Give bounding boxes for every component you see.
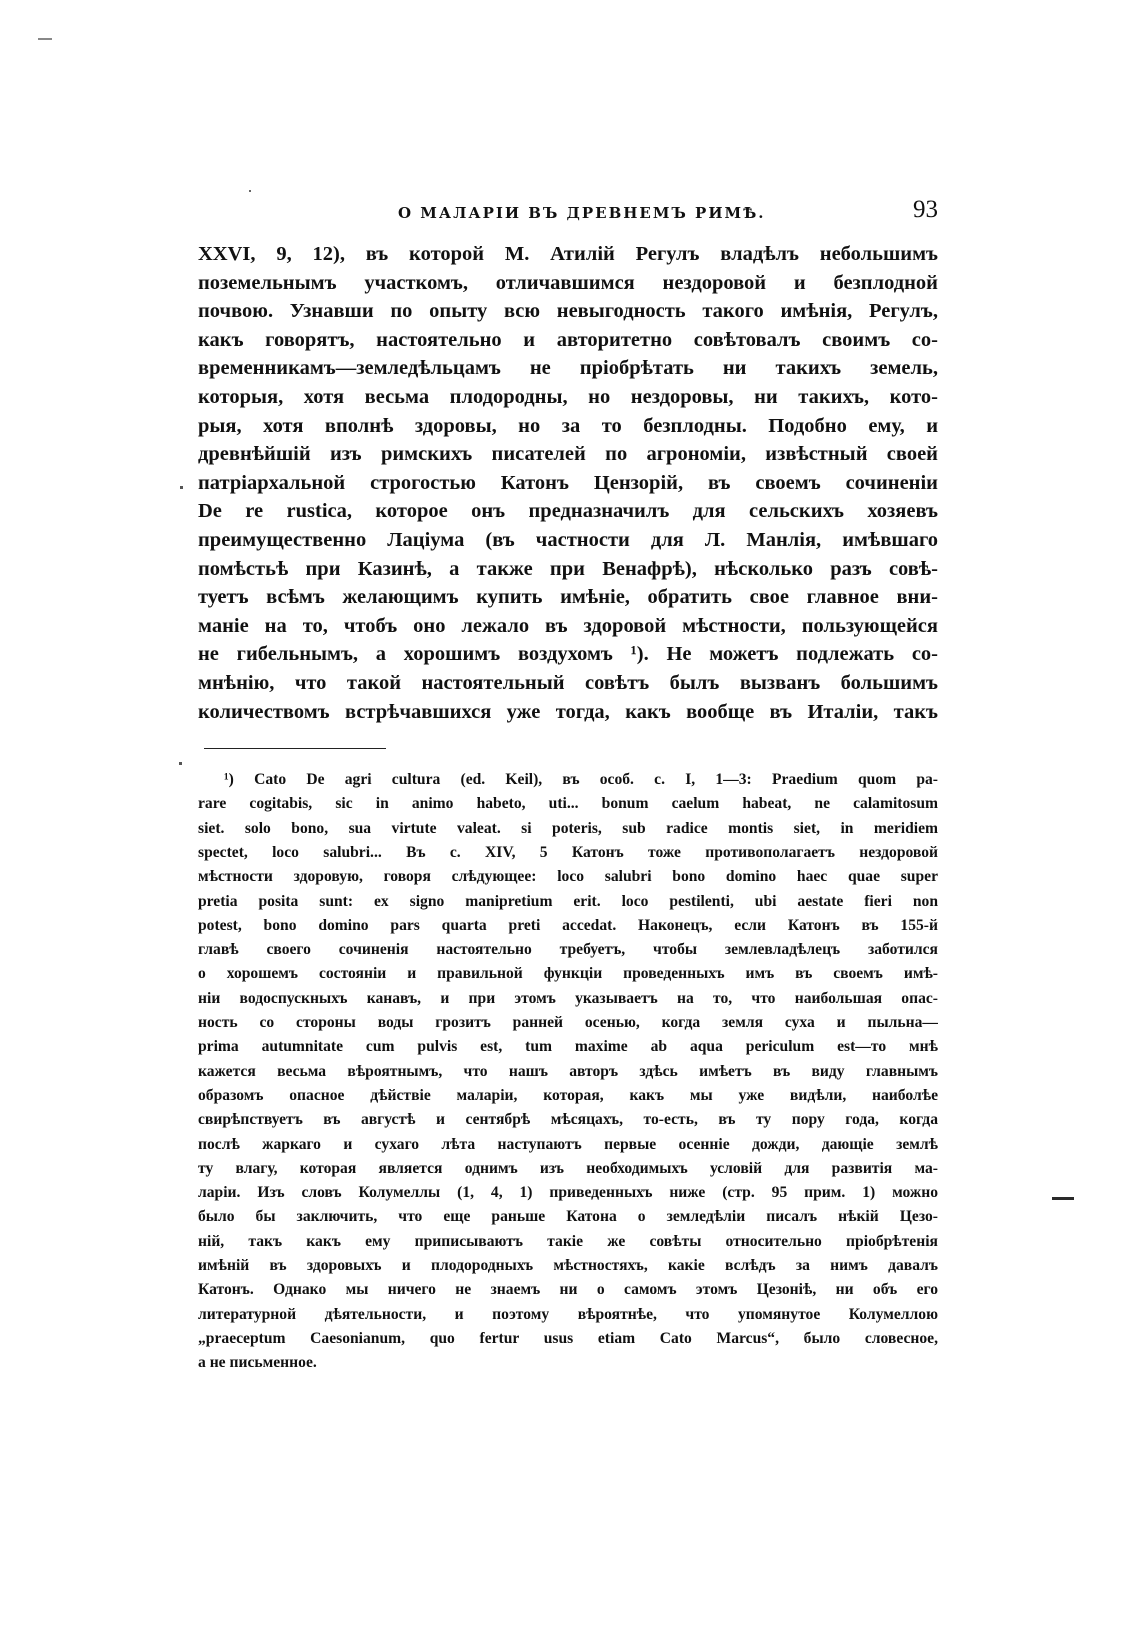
footnote-line: образомъ опасное дѣйствіе маларіи, которая, какъ мы уже видѣли, наиболѣе: [198, 1086, 938, 1104]
footnote-line: ¹) Cato De agri cultura (ed. Keil), въ особ. c. I, 1—3: Praedium quom pa-: [224, 771, 938, 789]
footnote-line: о хорошемъ состояніи и правильной функціи проведенныхъ имъ въ своемъ имѣ-: [198, 965, 938, 983]
footnote-line: pretia posita sunt: ex signo manipretium erit. loco pestilenti, ubi aestate fieri non: [198, 892, 938, 910]
footnote-line: ность со стороны воды грозитъ ранней осенью, когда земля суха и пыльна—: [198, 1014, 938, 1032]
footnote-line: а не письменное.: [198, 1354, 317, 1372]
footnote-line: имѣній въ здоровыхъ и плодородныхъ мѣстностяхъ, какіе вслѣдъ за нимъ давалъ: [198, 1257, 938, 1275]
footnote-line: ларіи. Изъ словъ Колумеллы (1, 4, 1) приведенныхъ ниже (стр. 95 прим. 1) можно: [198, 1184, 938, 1202]
text-line: временникамъ—земледѣльцамъ не пріобрѣтать ни такихъ земель,: [198, 357, 938, 380]
footnote-line: главѣ своего сочиненія настоятельно требуетъ, чтобы землевладѣлецъ заботился: [198, 941, 938, 959]
footnote-line: было бы заключить, что еще раньше Катона о земледѣліи писалъ нѣкій Цезо-: [198, 1208, 938, 1226]
running-head: [198, 196, 938, 230]
text-line: XXVI, 9, 12), въ которой М. Атилій Регулъ владѣлъ небольшимъ: [198, 243, 938, 265]
text-line: преимущественно Лаціума (въ частности для Л. Манлія, имѣвшаго: [198, 528, 938, 551]
book-page: [198, 196, 938, 1376]
main-text: [198, 240, 938, 726]
footnote-line: свирѣпствуетъ въ августѣ и сентябрѣ мѣсяцахъ, то-есть, въ ту пору года, когда: [198, 1111, 938, 1129]
text-line: почвою. Узнавши по опыту всю невыгодность такого имѣнія, Регулъ,: [198, 300, 938, 323]
footnote-line: литературной дѣятельности, и поэтому вѣроятнѣе, что упомянутое Колумеллою: [198, 1305, 938, 1323]
footnote-line: rare cogitabis, sic in animo habeto, uti... bonum caelum habeat, ne calamitosum: [198, 795, 938, 813]
scan-artifact-dot: [180, 486, 183, 489]
footnote-line: кажется весьма вѣроятнымъ, что нашъ авторъ здѣсь имѣетъ въ виду главнымъ: [198, 1062, 938, 1080]
footnote-divider: [204, 748, 386, 750]
footnote-line: ту влагу, которая является однимъ изъ необходимыхъ условій для развитія ма-: [198, 1159, 938, 1177]
footnote-line: мѣстности здоровую, говоря слѣдующее: loco salubri bono domino haec quae super: [198, 868, 938, 886]
scan-artifact-dot: [179, 762, 182, 765]
text-line: патріархальной строгостью Катонъ Цензорій, въ своемъ сочиненіи: [198, 471, 938, 494]
text-line: рыя, хотя вполнѣ здоровы, но за то безплодны. Подобно ему, и: [198, 414, 938, 437]
footnote-line: послѣ жаркаго и сухаго лѣта наступаютъ первые осенніе дожди, дающіе землѣ: [198, 1135, 938, 1153]
text-line: туетъ всѣмъ желающимъ купить имѣніе, обратить свое главное вни-: [198, 586, 938, 609]
footnote-line: Катонъ. Однако мы ничего не знаемъ ни о самомъ этомъ Цезоніѣ, ни объ его: [198, 1281, 938, 1299]
text-line: De re rustica, которое онъ предназначилъ для сельскихъ хозяевъ: [198, 500, 938, 523]
text-line: мнѣнію, что такой настоятельный совѣтъ былъ вызванъ большимъ: [198, 671, 938, 694]
footnote-line: siet. solo bono, sua virtute valeat. si poteris, sub radice montis siet, in meridiem: [198, 819, 938, 837]
footnote-line: ніи водоспускныхъ канавъ, и при этомъ указываетъ на то, что наибольшая опас-: [198, 989, 938, 1007]
text-line: количествомъ встрѣчавшихся уже тогда, какъ вообще въ Италіи, такъ: [198, 700, 938, 723]
scan-artifact-dot: [249, 190, 251, 192]
text-line: какъ говорятъ, настоятельно и авторитетно совѣтовалъ своимъ со-: [198, 328, 938, 351]
scan-artifact-dash: [1052, 1197, 1074, 1200]
scan-artifact-mark: [38, 38, 52, 40]
text-line: древнѣйшій изъ римскихъ писателей по агрономіи, извѣстный своей: [198, 443, 938, 466]
text-line: не гибельнымъ, а хорошимъ воздухомъ ¹). Не можетъ подлежать со-: [198, 643, 938, 666]
text-line: поземельнымъ участкомъ, отличавшимся нездоровой и безплодной: [198, 271, 938, 294]
footnote-line: „praeceptum Caesonianum, quo fertur usus etiam Cato Marcus“, было словесное,: [198, 1329, 938, 1347]
text-line: маніе на то, чтобъ оно лежало въ здоровой мѣстности, пользующейся: [198, 614, 938, 637]
footnote-line: potest, bono domino pars quarta preti accedat. Наконецъ, если Катонъ въ 155-й: [198, 916, 938, 934]
page-number: 93: [913, 196, 938, 223]
footnote: [198, 768, 938, 1375]
footnote-line: ній, такъ какъ ему приписываютъ такіе же совѣты относительно пріобрѣтенія: [198, 1232, 938, 1250]
text-line: помѣстьѣ при Казинѣ, а также при Венафрѣ), нѣсколько разъ совѣ-: [198, 557, 938, 580]
running-title: О МАЛАРІИ ВЪ ДРЕВНЕМЪ РИМѢ.: [398, 204, 766, 222]
footnote-line: spectet, loco salubri... Въ c. XIV, 5 Катонъ тоже противополагаетъ нездоровой: [198, 843, 938, 861]
text-line: которыя, хотя весьма плодородны, но нездоровы, ни такихъ, кото-: [198, 385, 938, 408]
footnote-line: prima autumnitate cum pulvis est, tum maxime ab aqua periculum est—то мнѣ: [198, 1038, 938, 1056]
